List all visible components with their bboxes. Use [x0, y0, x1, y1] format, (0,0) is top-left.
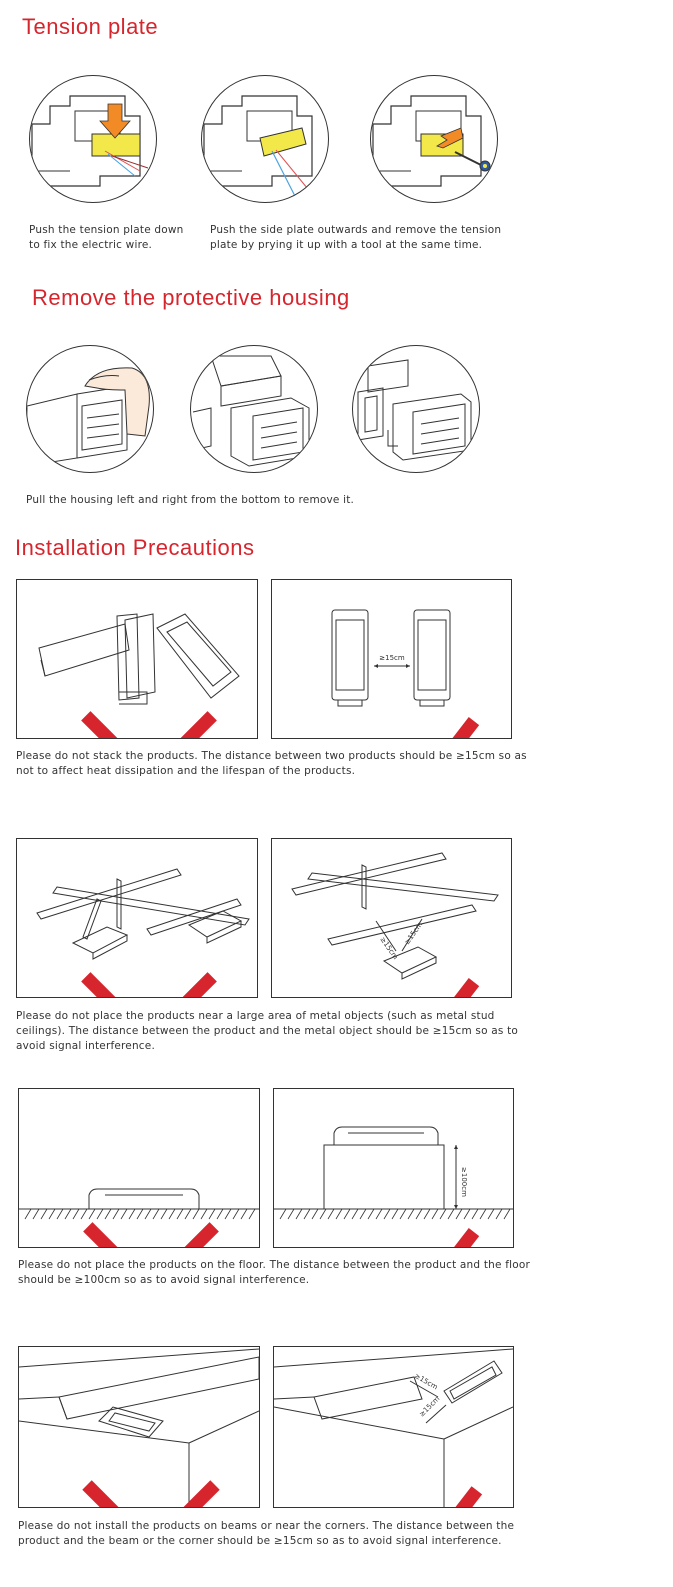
floor-right-illustration	[273, 1088, 514, 1248]
cross-icon	[31, 1469, 260, 1508]
tension-step3-illustration	[370, 75, 498, 203]
distance-label: ≥100cm	[460, 1167, 468, 1197]
check-icon	[286, 961, 512, 998]
beam-caption: Please do not install the products on beams or near the corners. The distance between the product and the beam or the corner should be ≥15cm so as to avoid signal interference.	[18, 1520, 515, 1547]
distance-label: ≥15cm	[379, 654, 405, 662]
check-icon	[288, 1469, 514, 1508]
tension-step1-illustration	[29, 75, 157, 203]
housing-step2-illustration	[190, 345, 318, 473]
floor-wrong-illustration	[18, 1088, 260, 1248]
metal-right-illustration	[271, 838, 512, 998]
housing-step3-illustration	[352, 345, 480, 473]
floor-caption: Please do not place the products on the floor. The distance between the product and the floor should be ≥100cm so as to avoid signal interference.	[18, 1259, 530, 1286]
check-icon	[286, 700, 512, 739]
distance-label: ≥15cm	[413, 1371, 440, 1392]
remove-housing-title: Remove the protective housing	[32, 285, 350, 310]
tension-caption-2: Push the side plate outwards and remove the tension plate by prying it up with a tool at the same time.	[210, 224, 502, 251]
tension-caption-1: Push the tension plate down to fix the electric wire.	[29, 224, 184, 251]
metal-wrong-illustration	[16, 838, 258, 998]
distance-label: ≥15cm	[378, 935, 400, 961]
beam-wrong-illustration	[18, 1346, 260, 1508]
beam-right-illustration	[273, 1346, 514, 1508]
cross-icon	[29, 961, 258, 998]
housing-caption: Pull the housing left and right from the bottom to remove it.	[26, 494, 355, 506]
distance-label: ≥15cm	[417, 1394, 442, 1419]
stack-wrong-illustration	[16, 579, 258, 739]
cross-icon	[29, 700, 258, 739]
stack-right-illustration	[271, 579, 512, 739]
stack-caption: Please do not stack the products. The distance between two products should be ≥15cm so as not to affect heat dissipation and the lifespan of the products.	[16, 750, 527, 777]
distance-label: ≥15cm	[403, 920, 425, 947]
cross-icon	[31, 1211, 260, 1248]
check-icon	[286, 1211, 514, 1248]
metal-caption: Please do not place the products near a large area of metal objects (such as metal stud ceilings). The distance between the product and the metal object should be ≥15cm so as to avoid signal interference.	[16, 1010, 519, 1052]
installation-precautions-title: Installation Precautions	[15, 535, 255, 560]
housing-step1-illustration	[26, 345, 154, 473]
tension-plate-title: Tension plate	[22, 14, 159, 39]
tension-step2-illustration	[201, 75, 329, 203]
